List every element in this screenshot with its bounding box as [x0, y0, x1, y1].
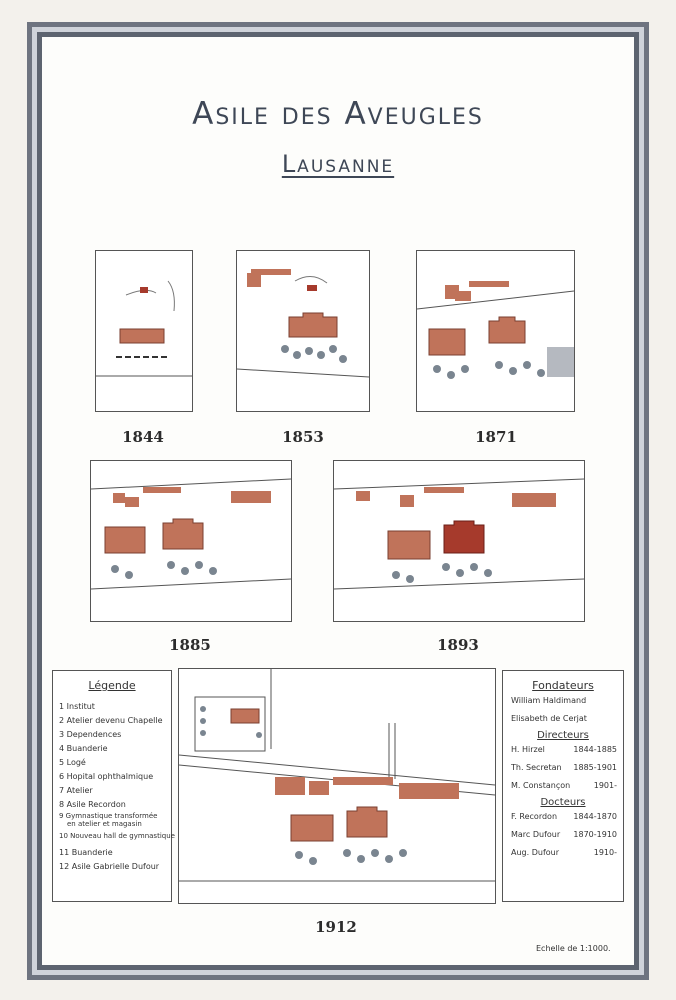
founder-name: William Haldimand: [511, 696, 587, 705]
plan-1912: [178, 668, 496, 904]
legend-item: 6 Hopital ophthalmique: [59, 772, 154, 781]
doctor-entry: Aug. Dufour 1910-: [511, 848, 617, 857]
plan-year-label: 1893: [437, 636, 479, 654]
doctor-entry: F. Recordon 1844-1870: [511, 812, 617, 821]
legend-item: 10 Nouveau hall de gymnastique: [59, 832, 175, 840]
legend-box: [52, 670, 175, 902]
directors-heading: Directeurs: [537, 730, 589, 741]
legend-item: 1 Institut: [59, 702, 95, 711]
legend-item: en atelier et magasin: [67, 820, 142, 828]
page-title: Asile des Aveugles: [192, 96, 484, 132]
legend-item: 12 Asile Gabrielle Dufour: [59, 862, 160, 871]
legend-item: 5 Logé: [59, 758, 86, 767]
plan-year-label: 1871: [475, 428, 517, 446]
site-plan-drawing: [96, 251, 192, 411]
plan-year-label: 1912: [315, 918, 357, 936]
director-entry: Th. Secretan 1885-1901: [511, 763, 617, 772]
founder-name: Elisabeth de Cerjat: [511, 714, 587, 723]
legend-item: 11 Buanderie: [59, 848, 113, 857]
people-box: [502, 670, 624, 902]
plan-1853: [236, 250, 370, 412]
director-entry: M. Constançon 1901-: [511, 781, 617, 790]
doctors-heading: Docteurs: [540, 797, 586, 808]
plan-1844: [95, 250, 193, 412]
plan-1871: [416, 250, 575, 412]
plan-year-label: 1844: [122, 428, 164, 446]
plan-1885: [90, 460, 292, 622]
doctor-entry: Marc Dufour 1870-1910: [511, 830, 617, 839]
legend-item: 3 Dependences: [59, 730, 122, 739]
director-entry: H. Hirzel 1844-1885: [511, 745, 617, 754]
founders-heading: Fondateurs: [532, 679, 594, 692]
legend-item: 2 Atelier devenu Chapelle: [59, 716, 163, 725]
plan-year-label: 1853: [282, 428, 324, 446]
plan-year-label: 1885: [169, 636, 211, 654]
page-subtitle: Lausanne: [281, 150, 395, 178]
site-plan-drawing: [334, 461, 584, 621]
legend-heading: Légende: [88, 679, 136, 692]
legend-item: 7 Atelier: [59, 786, 93, 795]
site-plan-drawing: [91, 461, 291, 621]
plan-1893: [333, 460, 585, 622]
site-plan-drawing: [417, 251, 574, 411]
legend-item: 4 Buanderie: [59, 744, 108, 753]
scale-note: Echelle de 1:1000.: [536, 944, 611, 953]
site-plan-drawing: [237, 251, 369, 411]
legend-item: 8 Asile Recordon: [59, 800, 126, 809]
legend-item: 9 Gymnastique transformée: [59, 812, 158, 820]
site-plan-drawing: [179, 669, 495, 903]
